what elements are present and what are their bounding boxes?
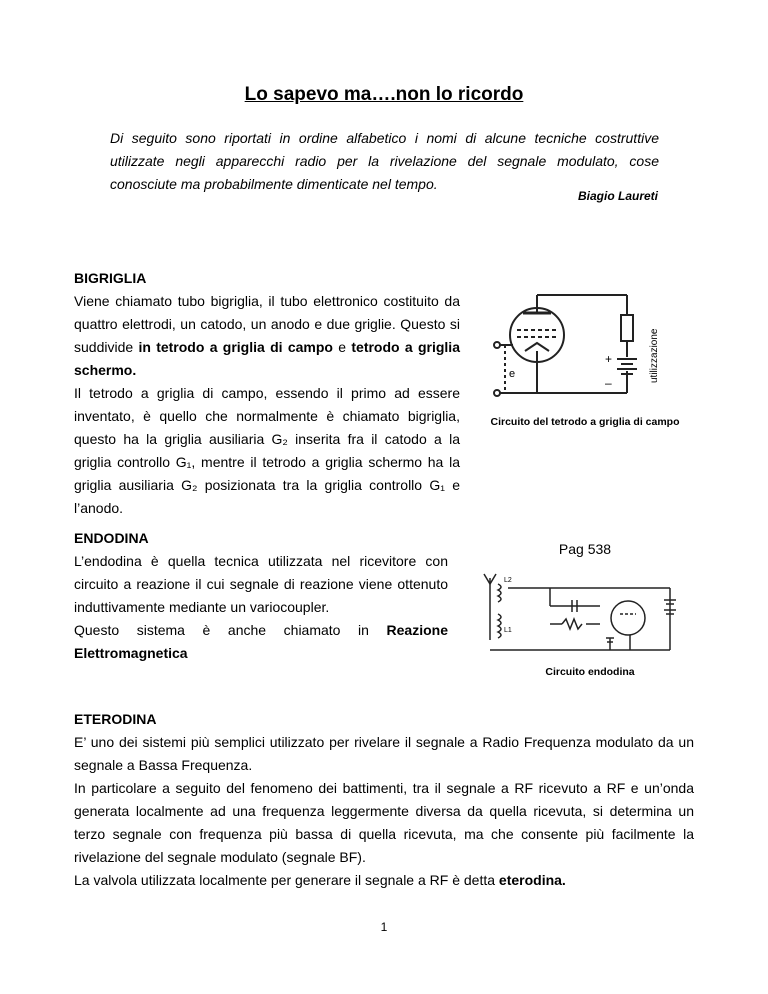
page-number: 1 xyxy=(380,920,388,934)
section-heading: BIGRIGLIA xyxy=(74,270,147,286)
figure-caption: Circuito endodina xyxy=(545,666,635,678)
svg-text:–: – xyxy=(605,376,612,390)
section-endodina xyxy=(74,527,448,665)
section-paragraph: L’endodina è quella tecnica utilizzata nel ricevitore con circuito a reazione il cui segnale di reazione viene ottenuto induttivamente mediante un variocoupler. xyxy=(74,553,448,615)
page-title: Lo sapevo ma….non lo ricordo xyxy=(244,84,524,105)
section-bigriglia xyxy=(74,267,460,520)
svg-text:L1: L1 xyxy=(504,627,512,634)
section-paragraph: Viene chiamato tubo bigriglia, il tubo elettronico costituito da quattro elettrodi, un catodo, un anodo e due griglie. Questo si suddivide in tetrodo a griglia di campo e tetrodo a griglia schermo. xyxy=(74,293,460,378)
svg-text:e: e xyxy=(509,368,516,380)
section-heading: ENDODINA xyxy=(74,530,149,546)
section-heading: ETERODINA xyxy=(74,711,157,727)
figure-caption: Circuito del tetrodo a griglia di campo xyxy=(490,416,680,428)
page-reference: Pag 538 xyxy=(558,541,612,557)
section-paragraph: E’ uno dei sistemi più semplici utilizzato per rivelare il segnale a Radio Frequenza modulato da un segnale a Bassa Frequenza. xyxy=(74,734,694,773)
section-paragraph: La valvola utilizzata localmente per generare il segnale a RF è detta eterodina. xyxy=(74,872,566,888)
intro-paragraph: Di seguito sono riportati in ordine alfabetico i nomi di alcune tecniche costruttive utilizzate negli apparecchi radio per la rivelazione del segnale modulato, cose conosciute ma probabilmente dimenticate nel tempo. xyxy=(110,130,659,192)
section-paragraph: Il tetrodo a griglia di campo, essendo il primo ad essere inventato, è quello che normalmente è chiamato bigriglia, questo ha la griglia ausiliaria G₂ inserita fra il catodo a la griglia controllo G₁, mentre il tetrodo a griglia schermo ha la griglia ausiliaria G₂ posizionata tra la griglia controllo G₁ e l’anodo. xyxy=(74,385,460,516)
section-eterodina xyxy=(74,708,694,892)
svg-text:+: + xyxy=(605,352,613,366)
svg-text:L2: L2 xyxy=(504,577,512,584)
author-name: Biagio Laureti xyxy=(577,189,658,203)
section-paragraph: Questo sistema è anche chiamato in Reazione Elettromagnetica xyxy=(74,622,448,661)
svg-text:utilizzazione: utilizzazione xyxy=(649,328,660,383)
endodina-circuit-diagram xyxy=(480,570,700,658)
section-paragraph: In particolare a seguito del fenomeno dei battimenti, tra il segnale a RF ricevuto a RF e un’onda generata localmente ad una frequenza leggermente diversa da quella ricevuta, si determina un terzo segnale con frequenza più bassa di quella ricevuta, ma che consente più facilmente la rivelazione del segnale modulato (segnale BF). xyxy=(74,780,694,865)
tetrode-circuit-diagram xyxy=(487,275,687,415)
